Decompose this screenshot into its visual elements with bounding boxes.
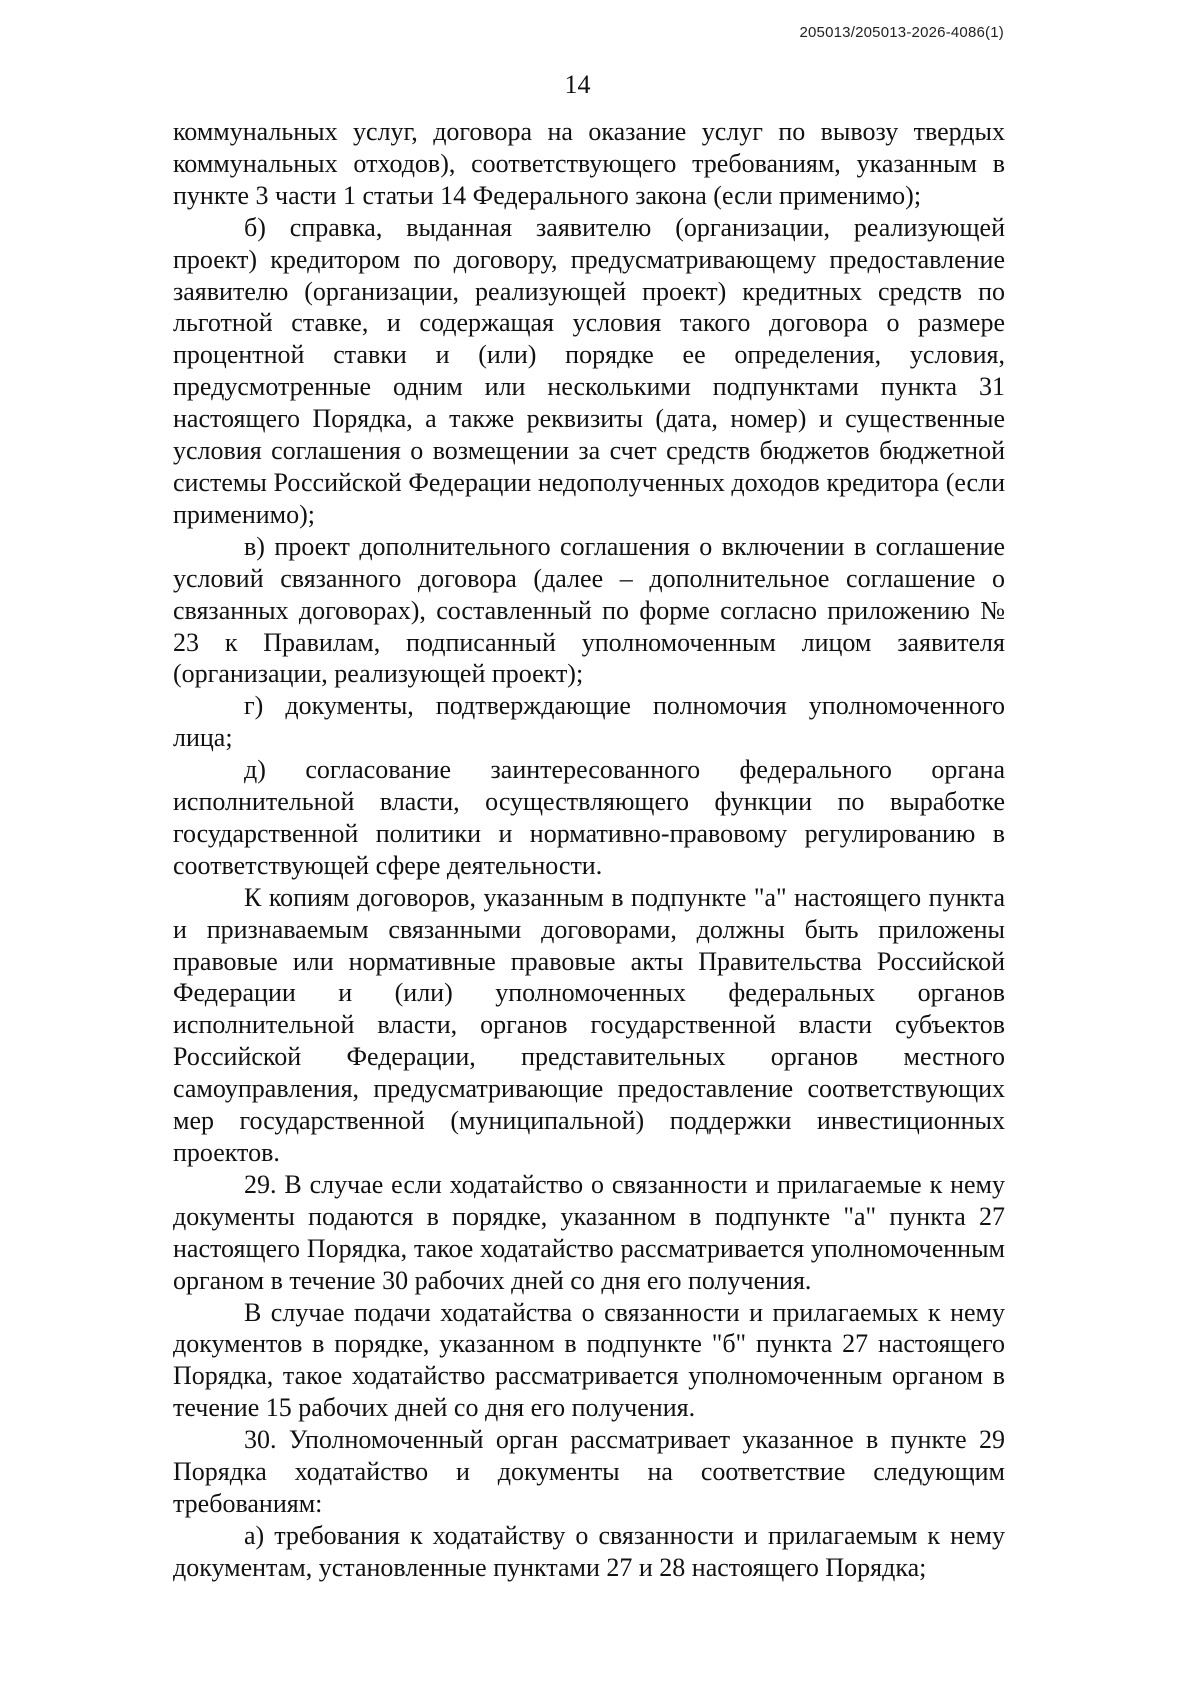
document-id: 205013/205013-2026-4086(1) [799,24,1004,41]
paragraph-item-b: б) справка, выданная заявителю (организации, реализующей проект) кредитором по договору, предусматривающему предоставление заявителю (организации, реализующей проект) кредитных средств по льготной ставке, и содержащая условия такого договора о размере процентной ставки и (или) порядке ее определения, условия, предусмотренные одним или несколькими подпунктами пункта 31 настоящего Порядка, а также реквизиты (дата, номер) и существенные условия соглашения о возмещении за счет средств бюджетов бюджетной системы Российской Федерации недополученных доходов кредитора (если применимо); [173,212,1005,529]
paragraph-29: 29. В случае если ходатайство о связанности и прилагаемые к нему документы подаются в порядке, указанном в подпункте "а" пункта 27 настоящего Порядка, такое ходатайство рассматривается уполномоченным органом в течение 30 рабочих дней со дня его получения. [173,1169,1005,1295]
paragraph-29-second: В случае подачи ходатайства о связанности и прилагаемых к нему документов в порядке, указанном в подпункте "б" пункта 27 настоящего Порядка, такое ходатайство рассматривается уполномоченным органом в течение 15 рабочих дней со дня его получения. [173,1297,1005,1423]
paragraph-30-item-a: а) требования к ходатайству о связанности и прилагаемым к нему документам, установленные пунктами 27 и 28 настоящего Порядка; [173,1520,1005,1582]
paragraph-item-d: д) согласование заинтересованного федерального органа исполнительной власти, осуществляющего функции по выработке государственной политики и нормативно-правовому регулированию в соответствующей сфере деятельности. [173,755,1005,880]
paragraph-contract-copies: К копиям договоров, указанным в подпункте "а" настоящего пункта и признаваемым связанными договорами, должны быть приложены правовые или нормативные правовые акты Правительства Российской Федерации и (или) уполномоченных федеральных органов исполнительной власти, органов государственной власти субъектов Российской Федерации, представительных органов местного самоуправления, предусматривающие предоставление соответствующих мер государственной (муниципальной) поддержки инвестиционных проектов. [173,882,1005,1167]
paragraph-item-g: г) документы, подтверждающие полномочия уполномоченного лица; [173,691,1005,753]
paragraph-item-v: в) проект дополнительного соглашения о включении в соглашение условий связанного договора (далее – дополнительное соглашение о связанных договорах), составленный по форме согласно приложению № 23 к Правилам, подписанный уполномоченным лицом заявителя (организации, реализующей проект); [173,531,1005,689]
page-number: 14 [564,70,591,99]
paragraph-continuation: коммунальных услуг, договора на оказание услуг по вывозу твердых коммунальных отходов), соответствующего требованиям, указанным в пункте 3 части 1 статьи 14 Федерального закона (если применимо); [173,117,1005,210]
paragraph-30: 30. Уполномоченный орган рассматривает указанное в пункте 29 Порядка ходатайство и документы на соответствие следующим требованиям: [173,1425,1005,1518]
document-body [173,116,1005,1584]
